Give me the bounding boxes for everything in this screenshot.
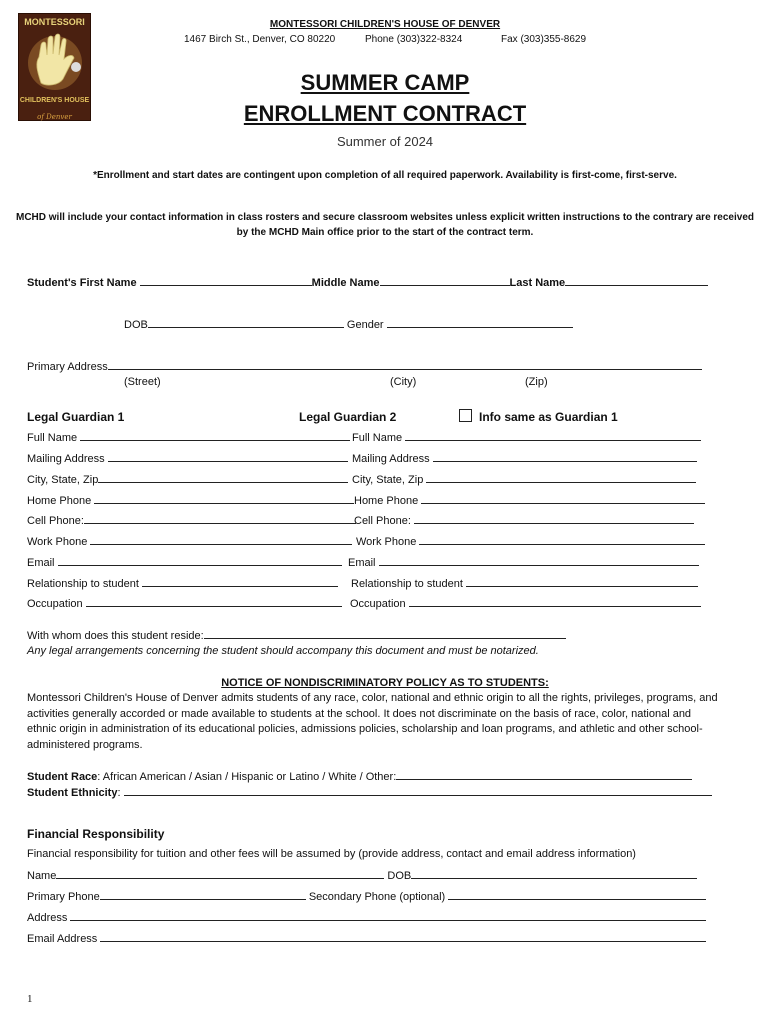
g1-cell-phone[interactable] [27,514,356,527]
g1-city-state-zip[interactable] [27,473,348,486]
field-line[interactable] [414,514,694,524]
fin-email-row[interactable] [27,932,706,945]
field-label: Occupation [350,598,406,610]
gender-label: Gender [346,319,384,331]
dob-label: DOB [124,319,148,331]
dob-gender-row[interactable] [124,318,573,331]
address-label: Primary Address [27,361,108,373]
address-row[interactable] [27,360,702,373]
race-row[interactable] [27,770,692,783]
field-label: Home Phone [27,495,92,507]
field-line[interactable] [80,431,350,441]
g1-occupation[interactable] [27,597,342,610]
address-line[interactable] [108,360,702,370]
fin-secondary-line[interactable] [448,890,706,900]
race-other-line[interactable] [396,770,692,780]
fin-name-row[interactable] [27,869,697,882]
policy-line-4: administered programs. [27,739,143,751]
financial-intro: Financial responsibility for tuition and other fees will be assumed by (provide address, contact and email address information) [27,848,636,860]
reside-line[interactable] [204,629,566,639]
policy-line-2: activities generally accorded or made available to students at the school. It does not discriminate on the basis of race, color, national and [27,708,692,720]
g1-full-name[interactable] [27,431,350,444]
fin-primary-label: Primary Phone [27,891,100,903]
ethnicity-row[interactable] [27,786,712,799]
fin-email-label: Email Address [27,933,98,945]
field-line[interactable] [98,473,348,483]
field-label: Work Phone [356,536,417,548]
field-line[interactable] [379,556,699,566]
field-line[interactable] [409,597,701,607]
field-line[interactable] [86,597,342,607]
title-line-2: ENROLLMENT CONTRACT [243,101,527,126]
gender-line[interactable] [387,318,573,328]
field-label: Occupation [27,598,83,610]
ethnicity-colon: : [117,787,121,799]
fin-dob-line[interactable] [411,869,697,879]
last-name-line[interactable] [565,276,708,286]
field-label: Full Name [27,432,78,444]
field-label: Work Phone [27,536,88,548]
guardian-2-heading: Legal Guardian 2 [299,410,397,424]
fin-name-line[interactable] [56,869,384,879]
field-line[interactable] [433,452,697,462]
logo-text-bottom: CHILDREN'S HOUSE [19,97,90,104]
field-label: City, State, Zip [352,474,424,486]
field-line[interactable] [142,577,338,587]
same-as-guardian-checkbox[interactable] [459,409,472,422]
fin-address-label: Address [27,912,68,924]
fin-address-line[interactable] [70,911,706,921]
term: Summer of 2024 [336,134,434,149]
zip-caption: (Zip) [525,376,548,388]
street-caption: (Street) [124,376,161,388]
first-name-label: Student's First Name [27,277,137,289]
title-line-1: SUMMER CAMP [300,70,470,95]
fin-email-line[interactable] [100,932,706,942]
guardian-1-heading: Legal Guardian 1 [27,410,125,424]
field-label: Relationship to student [27,578,139,590]
financial-heading: Financial Responsibility [27,827,165,841]
field-line[interactable] [466,577,698,587]
field-label: Cell Phone: [27,515,84,527]
field-label: Home Phone [354,495,419,507]
g1-work-phone[interactable] [27,535,352,548]
field-label: Mailing Address [27,453,105,465]
enrollment-notice: *Enrollment and start dates are contingent upon completion of all required paperwork. Availability is first-come, first-serve. [93,170,677,181]
field-line[interactable] [108,452,348,462]
dob-line[interactable] [148,318,344,328]
field-label: Relationship to student [351,578,463,590]
field-line[interactable] [426,473,696,483]
ethnicity-label: Student Ethnicity [27,787,118,799]
page-number: 1 [27,993,33,1005]
field-label: Full Name [352,432,403,444]
fin-phone-row[interactable] [27,890,706,903]
same-as-guardian-label: Info same as Guardian 1 [479,410,618,424]
field-label: City, State, Zip [27,474,99,486]
field-line[interactable] [94,494,354,504]
middle-name-label: Middle Name [311,277,380,289]
policy-line-1: Montessori Children's House of Denver admits students of any race, color, national and ethnic origin to all the rights, privileges, programs, and [27,692,718,704]
contact-notice-2: by the MCHD Main office prior to the start of the contract term. [236,227,534,238]
field-label: Email [27,557,55,569]
org-name: MONTESSORI CHILDREN'S HOUSE OF DENVER [269,19,501,30]
race-label: Student Race [27,771,98,783]
org-phone: Phone (303)322-8324 [365,34,463,45]
city-caption: (City) [390,376,417,388]
logo-text-script: of Denver [37,113,72,121]
g2-home-phone[interactable] [354,494,705,507]
field-line[interactable] [421,494,705,504]
g2-cell-phone[interactable] [354,514,694,527]
field-line[interactable] [405,431,701,441]
policy-line-3: ethnic origin in administration of its educational policies, admissions policies, scholarship and loan programs, and athletic and other school- [27,723,703,735]
field-line[interactable] [84,514,356,524]
fin-secondary-label: Secondary Phone (optional) [308,891,446,903]
contact-notice-1: MCHD will include your contact information in class rosters and secure classroom websites unless explicit written instructions to the contrary are received [16,212,754,223]
g2-mailing-address[interactable] [352,452,697,465]
reside-label: With whom does this student reside: [27,630,204,642]
field-label: Email [348,557,376,569]
g2-email[interactable] [348,556,699,569]
logo-text-top: MONTESSORI [24,17,85,27]
org-fax: Fax (303)355-8629 [501,34,587,45]
g2-occupation[interactable] [350,597,701,610]
fin-address-row[interactable] [27,911,706,924]
field-label: Cell Phone: [354,515,411,527]
g1-home-phone[interactable] [27,494,354,507]
middle-name-line[interactable] [380,276,510,286]
race-options: : African American / Asian / Hispanic or Latino / White / Other: [97,771,397,783]
last-name-label: Last Name [509,277,566,289]
policy-heading: NOTICE OF NONDISCRIMINATORY POLICY AS TO STUDENTS: [221,677,549,689]
fin-name-label: Name [27,870,57,882]
reside-row[interactable] [27,629,566,642]
g2-relationship[interactable] [351,577,698,590]
field-line[interactable] [90,535,352,545]
first-name-field[interactable] [27,276,708,289]
ethnicity-line[interactable] [124,786,712,796]
first-name-line[interactable] [140,276,312,286]
org-address: 1467 Birch St., Denver, CO 80220 [184,34,336,45]
field-label: Mailing Address [352,453,430,465]
field-line[interactable] [58,556,342,566]
legal-note: Any legal arrangements concerning the student should accompany this document and must be notarized. [27,645,539,657]
g2-work-phone[interactable] [356,535,705,548]
fin-dob-label: DOB [387,870,412,882]
field-line[interactable] [419,535,705,545]
g2-full-name[interactable] [352,431,701,444]
g2-city-state-zip[interactable] [352,473,696,486]
g1-email[interactable] [27,556,342,569]
g1-mailing-address[interactable] [27,452,348,465]
fin-primary-line[interactable] [100,890,306,900]
g1-relationship[interactable] [27,577,338,590]
